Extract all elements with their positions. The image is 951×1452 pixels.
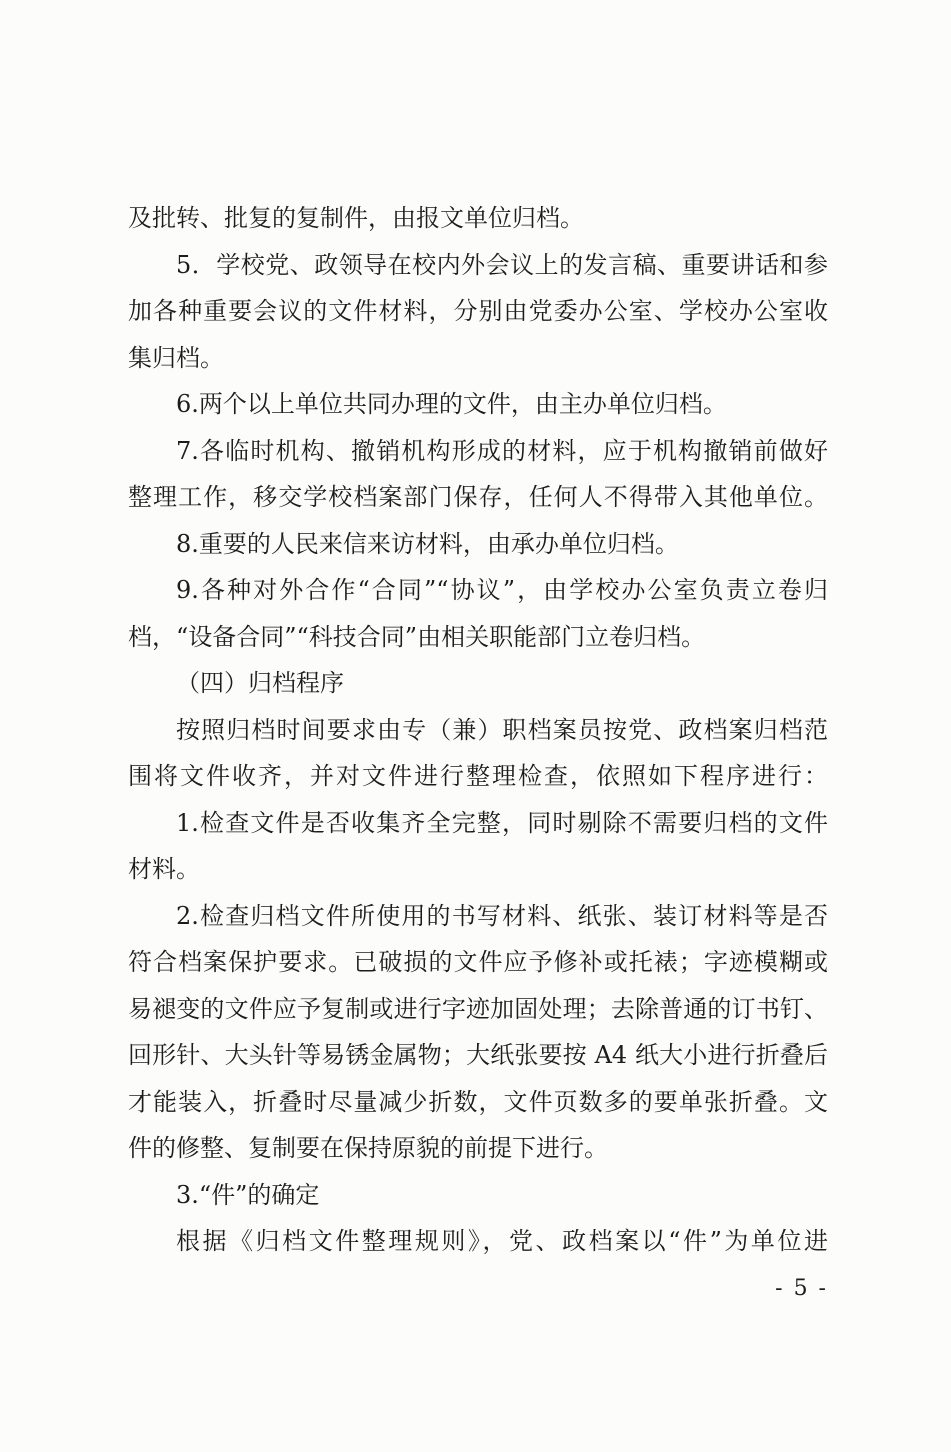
paragraph xyxy=(128,521,828,568)
section-heading xyxy=(128,660,828,707)
text-line: 9.各种对外合作“合同”“协议”，由学校办公室负责立卷归 xyxy=(176,576,828,604)
text-line: 档，“设备合同”“科技合同”由相关职能部门立卷归档。 xyxy=(128,622,706,651)
text-line: 材料。 xyxy=(128,855,200,883)
text-line: 按照归档时间要求由专（兼）职档案员按党、政档案归档范 xyxy=(176,715,828,744)
text-line: 加各种重要会议的文件材料，分别由党委办公室、学校办公室收 xyxy=(128,297,828,325)
text-line: 围将文件收齐，并对文件进行整理检查，依照如下程序进行： xyxy=(128,762,828,790)
text-line: 1.检查文件是否收集齐全完整，同时剔除不需要归档的文件 xyxy=(176,808,828,837)
section-heading-text: （四）归档程序 xyxy=(176,669,344,697)
paragraph xyxy=(128,242,828,382)
text-line: 根据《归档文件整理规则》，党、政档案以“件”为单位进 xyxy=(176,1227,828,1255)
document-body xyxy=(128,195,828,1265)
text-line: 2.检查归档文件所使用的书写材料、纸张、装订材料等是否 xyxy=(176,901,828,930)
text-line: 才能装入，折叠时尽量减少折数，文件页数多的要单张折叠。文 xyxy=(128,1087,828,1116)
paragraph xyxy=(128,1172,828,1219)
text-line: 及批转、批复的复制件，由报文单位归档。 xyxy=(128,204,584,232)
paragraph xyxy=(128,195,828,242)
text-line: 6.两个以上单位共同办理的文件，由主办单位归档。 xyxy=(176,390,727,418)
text-line: 5．学校党、政领导在校内外会议上的发言稿、重要讲话和参 xyxy=(176,250,828,279)
paragraph xyxy=(128,567,828,660)
text-line: 集归档。 xyxy=(128,343,224,372)
text-line: 件的修整、复制要在保持原貌的前提下进行。 xyxy=(128,1134,608,1162)
paragraph xyxy=(128,893,828,1172)
paragraph xyxy=(128,1218,828,1265)
text-line: 易褪变的文件应予复制或进行字迹加固处理；去除普通的订书钉、 xyxy=(128,994,828,1023)
paragraph xyxy=(128,428,828,521)
text-line: 整理工作，移交学校档案部门保存，任何人不得带入其他单位。 xyxy=(128,483,828,511)
text-line: 7.各临时机构、撤销机构形成的材料，应于机构撤销前做好 xyxy=(176,436,828,465)
paragraph xyxy=(128,381,828,428)
paragraph xyxy=(128,707,828,800)
text-line: 3.“件”的确定 xyxy=(176,1180,320,1209)
paragraph xyxy=(128,800,828,893)
page-number: - 5 - xyxy=(775,1276,828,1301)
text-line: 8.重要的人民来信来访材料，由承办单位归档。 xyxy=(176,529,679,558)
text-line: 符合档案保护要求。已破损的文件应予修补或托裱；字迹模糊或 xyxy=(128,948,828,976)
text-line: 回形针、大头针等易锈金属物；大纸张要按 A4 纸大小进行折叠后 xyxy=(128,1041,828,1069)
